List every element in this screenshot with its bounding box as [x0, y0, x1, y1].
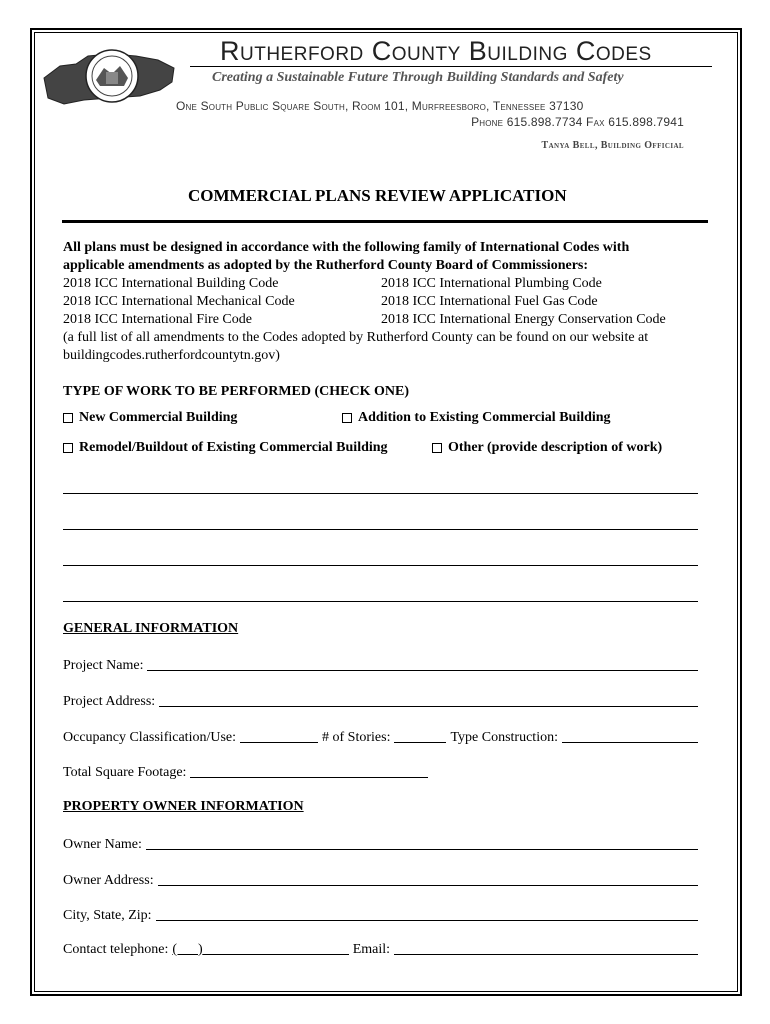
tagline: Creating a Sustainable Future Through Building Standards and Safety [212, 70, 624, 85]
input-line[interactable] [156, 919, 698, 921]
code-left-1: 2018 ICC International Building Code [63, 276, 279, 291]
phone-input-line[interactable] [203, 953, 349, 955]
option-label: Other (provide description of work) [448, 440, 663, 455]
organization-name: Rutherford County Building Codes [220, 36, 652, 66]
option-addition[interactable] [342, 410, 611, 426]
option-label: Remodel/Buildout of Existing Commercial Building [79, 440, 388, 455]
input-line[interactable] [147, 669, 698, 671]
occupancy-row[interactable] [63, 728, 698, 746]
field-label: Contact telephone: [63, 942, 169, 957]
general-info-heading: GENERAL INFORMATION [63, 621, 239, 636]
option-other[interactable] [432, 440, 662, 456]
input-line[interactable] [158, 884, 698, 886]
work-type-heading: TYPE OF WORK TO BE PERFORMED (CHECK ONE) [63, 384, 410, 399]
code-right-1: 2018 ICC International Plumbing Code [381, 276, 602, 291]
construction-input-line[interactable] [562, 741, 698, 743]
field-label: Type Construction: [450, 730, 558, 745]
intro-line-1: All plans must be designed in accordance with the following family of International Codes with [63, 240, 630, 255]
code-right-3: 2018 ICC International Energy Conservation Code [381, 312, 666, 327]
field-label: Email: [352, 942, 391, 957]
letterhead-rule [190, 66, 712, 67]
field-label: City, State, Zip: [63, 908, 152, 923]
email-input-line[interactable] [394, 953, 698, 955]
city-state-zip-field[interactable] [63, 906, 698, 924]
field-label: Owner Address: [63, 873, 154, 888]
field-label: Owner Name: [63, 837, 142, 852]
project-name-field[interactable] [63, 656, 698, 674]
input-line[interactable] [159, 705, 698, 707]
checkbox[interactable] [432, 443, 442, 453]
checkbox[interactable] [342, 413, 352, 423]
code-left-2: 2018 ICC International Mechanical Code [63, 294, 295, 309]
description-line-2[interactable] [63, 529, 698, 530]
option-new-commercial[interactable] [63, 410, 237, 426]
title-rule [62, 220, 708, 223]
building-official: Tanya Bell, Building Official [541, 140, 684, 151]
owner-info-heading: PROPERTY OWNER INFORMATION [63, 799, 304, 814]
document-title: COMMERCIAL PLANS REVIEW APPLICATION [188, 186, 567, 205]
field-label: Total Square Footage: [63, 765, 187, 780]
county-seal-logo [40, 38, 178, 118]
field-label: Project Name: [63, 658, 144, 673]
owner-name-field[interactable] [63, 835, 698, 853]
field-label: Project Address: [63, 694, 156, 709]
intro-line-2: applicable amendments as adopted by the Rutherford County Board of Commissioners: [63, 258, 589, 273]
office-address: One South Public Square South, Room 101, Murfreesboro, Tennessee 37130 [176, 99, 584, 113]
area-code-parens[interactable]: ( ) [172, 942, 203, 957]
phone-fax: Phone 615.898.7734 Fax 615.898.7941 [471, 115, 684, 129]
occupancy-input-line[interactable] [240, 741, 318, 743]
amendments-note-1: (a full list of all amendments to the Codes adopted by Rutherford County can be found on our website at [63, 330, 649, 345]
owner-address-field[interactable] [63, 871, 698, 889]
description-line-3[interactable] [63, 565, 698, 566]
input-line[interactable] [146, 848, 698, 850]
checkbox[interactable] [63, 443, 73, 453]
option-label: Addition to Existing Commercial Building [358, 410, 611, 425]
contact-row[interactable] [63, 940, 698, 958]
description-line-1[interactable] [63, 493, 698, 494]
stories-input-line[interactable] [394, 741, 446, 743]
field-label: Occupancy Classification/Use: [63, 730, 237, 745]
field-label: # of Stories: [322, 730, 391, 745]
amendments-note-2: buildingcodes.rutherfordcountytn.gov) [63, 348, 280, 363]
code-left-3: 2018 ICC International Fire Code [63, 312, 252, 327]
input-line[interactable] [190, 776, 428, 778]
checkbox[interactable] [63, 413, 73, 423]
square-footage-field[interactable] [63, 763, 428, 781]
code-right-2: 2018 ICC International Fuel Gas Code [381, 294, 598, 309]
project-address-field[interactable] [63, 692, 698, 710]
option-remodel[interactable] [63, 440, 388, 456]
description-line-4[interactable] [63, 601, 698, 602]
option-label: New Commercial Building [79, 410, 238, 425]
